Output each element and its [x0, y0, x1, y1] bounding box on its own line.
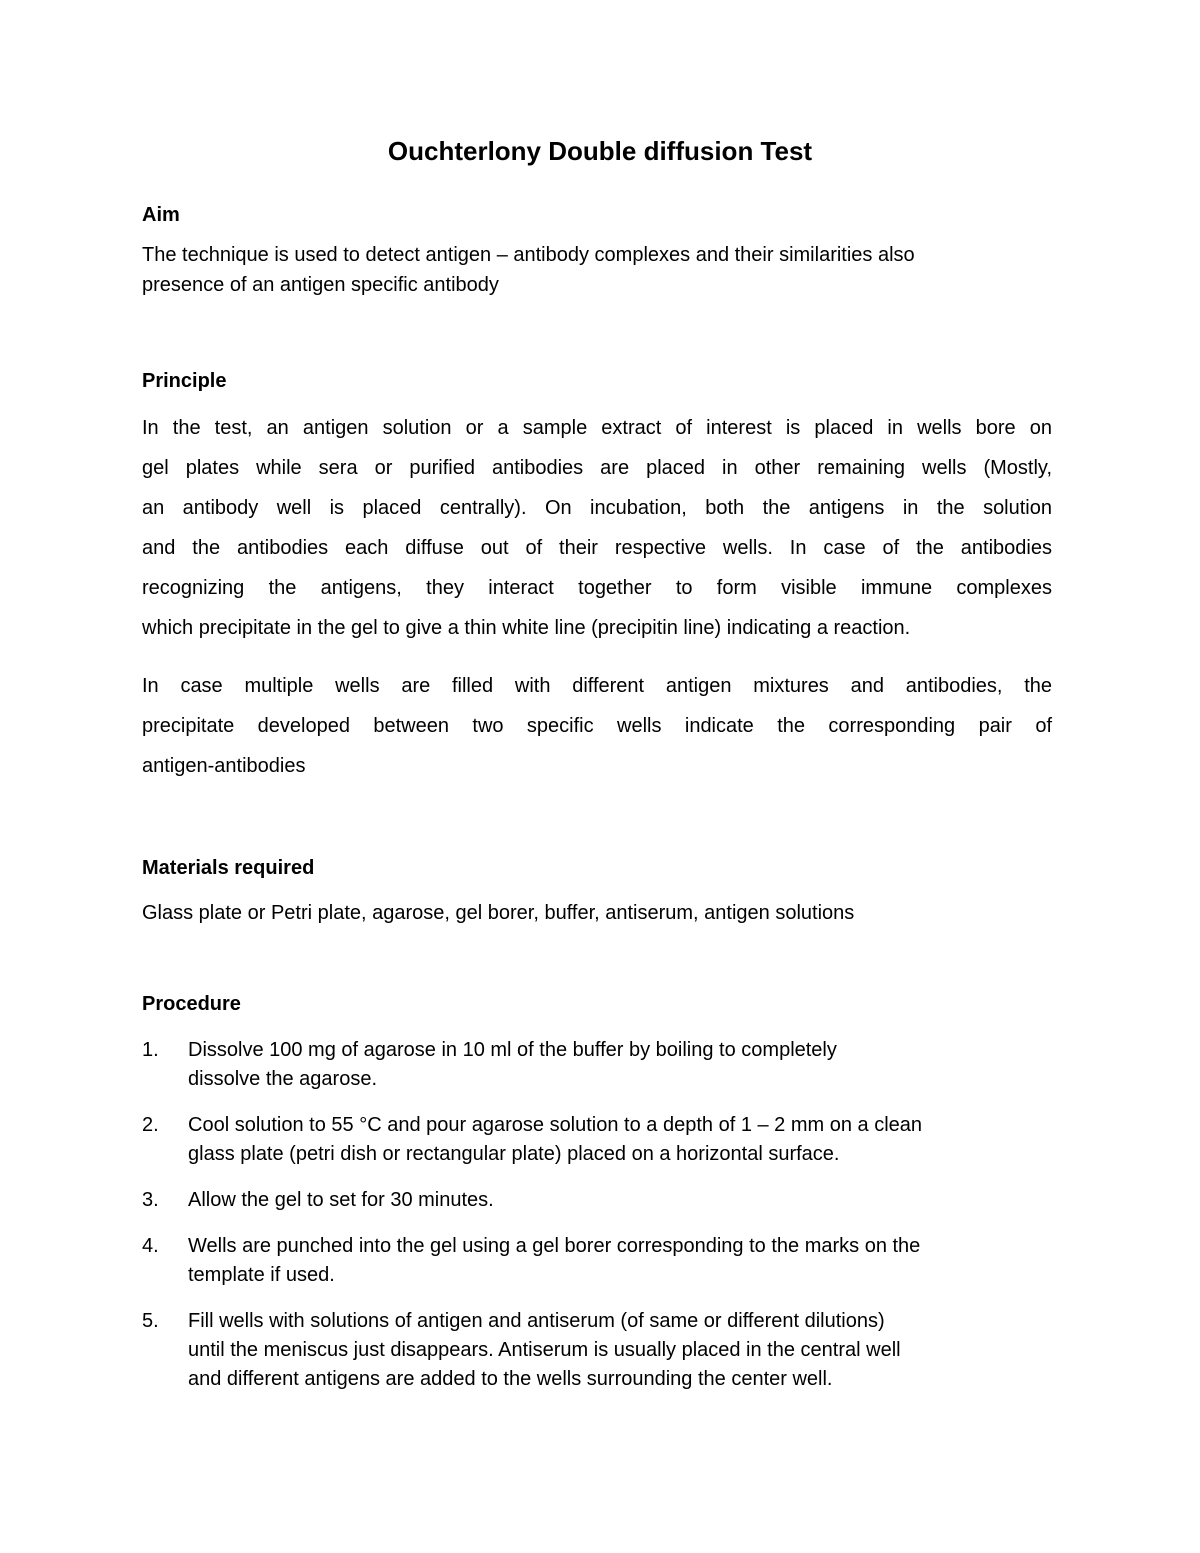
principle-line: which precipitate in the gel to give a thin white line (precipitin line) indicating a reaction. [142, 617, 911, 639]
step-number: 5. [142, 1310, 159, 1332]
principle-paragraph-2 [142, 666, 1052, 786]
principle-line: In case multiple wells are filled with different antigen mixtures and antibodies, the [142, 675, 1052, 697]
aim-section [142, 204, 1052, 300]
principle-heading: Principle [142, 370, 227, 392]
principle-line: and the antibodies each diffuse out of their respective wells. In case of the antibodies [142, 537, 1052, 559]
step-line: template if used. [188, 1264, 335, 1286]
principle-line: In the test, an antigen solution or a sample extract of interest is placed in wells bore on [142, 417, 1052, 439]
step-line: Fill wells with solutions of antigen and antiserum (of same or different dilutions) [188, 1310, 885, 1332]
principle-line: recognizing the antigens, they interact together to form visible immune complexes [142, 577, 1052, 599]
aim-text [142, 240, 1052, 300]
step-line: Allow the gel to set for 30 minutes. [188, 1189, 494, 1211]
aim-heading: Aim [142, 204, 180, 226]
principle-line: gel plates while sera or purified antibodies are placed in other remaining wells (Mostly, [142, 457, 1052, 479]
step-line: until the meniscus just disappears. Antiserum is usually placed in the central well [188, 1339, 901, 1361]
materials-body [142, 902, 1052, 925]
step-line: Cool solution to 55 °C and pour agarose solution to a depth of 1 – 2 mm on a clean [188, 1114, 923, 1136]
principle-line: antigen-antibodies [142, 755, 306, 777]
procedure-section [142, 993, 1052, 1016]
aim-line: presence of an antigen specific antibody [142, 274, 499, 296]
principle-line: precipitate developed between two specific wells indicate the corresponding pair of [142, 715, 1052, 737]
procedure-step [142, 1036, 1062, 1094]
step-number: 3. [142, 1189, 159, 1211]
procedure-step [142, 1186, 1062, 1215]
materials-heading: Materials required [142, 857, 315, 879]
step-number: 1. [142, 1039, 159, 1061]
step-line: glass plate (petri dish or rectangular plate) placed on a horizontal surface. [188, 1143, 840, 1165]
step-line: Dissolve 100 mg of agarose in 10 ml of the buffer by boiling to completely [188, 1039, 837, 1061]
principle-line: an antibody well is placed centrally). On incubation, both the antigens in the solution [142, 497, 1052, 519]
procedure-step [142, 1307, 1062, 1394]
step-number: 4. [142, 1235, 159, 1257]
procedure-step [142, 1111, 1062, 1169]
procedure-step [142, 1232, 1062, 1290]
procedure-list [142, 1036, 1062, 1411]
principle-section [142, 370, 1052, 393]
aim-line: The technique is used to detect antigen – antibody complexes and their similarities also [142, 244, 915, 266]
materials-text: Glass plate or Petri plate, agarose, gel borer, buffer, antiserum, antigen solutions [142, 902, 855, 924]
principle-paragraph-1 [142, 408, 1052, 648]
step-line: Wells are punched into the gel using a gel borer corresponding to the marks on the [188, 1235, 921, 1257]
document-title: Ouchterlony Double diffusion Test [387, 136, 813, 166]
step-number: 2. [142, 1114, 159, 1136]
step-line: and different antigens are added to the wells surrounding the center well. [188, 1368, 833, 1390]
procedure-heading: Procedure [142, 993, 241, 1015]
step-line: dissolve the agarose. [188, 1068, 378, 1090]
materials-section [142, 857, 1052, 880]
